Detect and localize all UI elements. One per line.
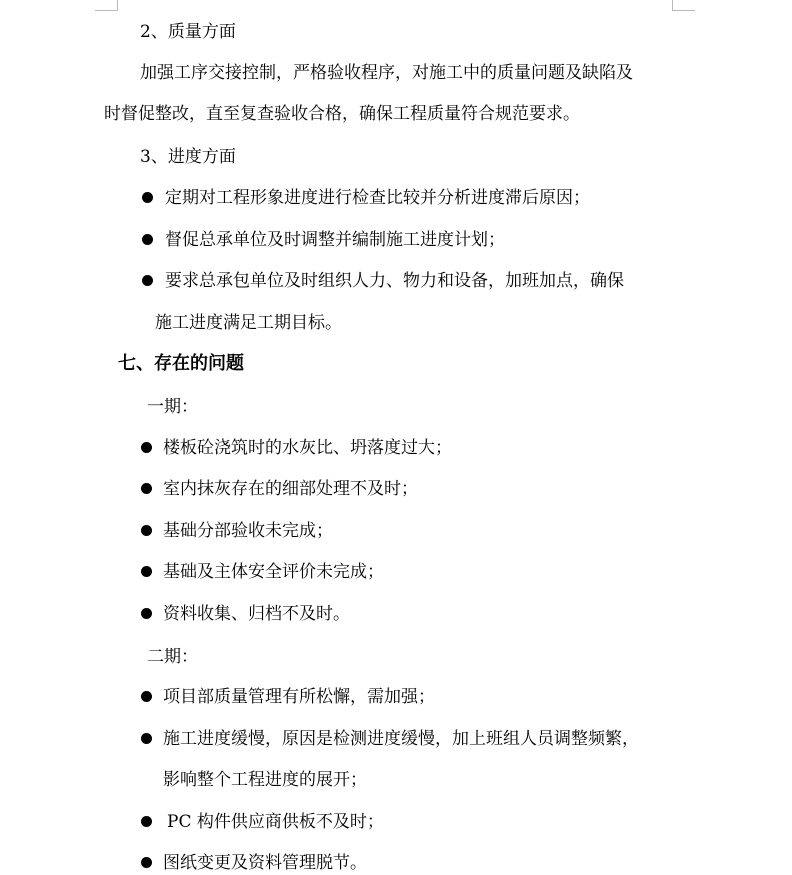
- bullet-icon: [141, 566, 152, 577]
- list-item: 施工进度缓慢，原因是检测进度缓慢，加上班组人员调整频繁，: [163, 729, 639, 749]
- section-quality-heading: 2、质量方面: [140, 22, 236, 42]
- bullet-icon: [141, 816, 152, 827]
- list-item: 图纸变更及资料管理脱节。: [163, 853, 367, 873]
- list-item: 项目部质量管理有所松懈，需加强；: [163, 687, 435, 707]
- bullet-icon: [141, 608, 152, 619]
- bullet-icon: [142, 234, 153, 245]
- list-item: PC 构件供应商供板不及时；: [167, 812, 384, 832]
- section-quality-paragraph-line2: 时督促整改，直至复查验收合格，确保工程质量符合规范要求。: [104, 104, 580, 124]
- list-item: 室内抹灰存在的细部处理不及时；: [163, 479, 418, 499]
- section-progress-heading: 3、进度方面: [140, 147, 236, 167]
- list-item: 楼板砼浇筑时的水灰比、坍落度过大；: [163, 438, 452, 458]
- bullet-icon: [141, 442, 152, 453]
- bullet-icon: [141, 525, 152, 536]
- page-corner-mark-right: [672, 0, 695, 11]
- phase1-label: 一期：: [147, 397, 198, 417]
- bullet-icon: [141, 857, 152, 868]
- list-item: 基础及主体安全评价未完成；: [163, 562, 384, 582]
- bullet-icon: [142, 275, 153, 286]
- section-quality-paragraph-line1: 加强工序交接控制，严格验收程序，对施工中的质量问题及缺陷及: [140, 63, 633, 83]
- page-corner-mark-left: [95, 0, 118, 11]
- phase2-label: 二期：: [147, 647, 198, 667]
- bullet-icon: [141, 483, 152, 494]
- bullet-icon: [142, 192, 153, 203]
- list-item: 定期对工程形象进度进行检查比较并分析进度滞后原因；: [165, 188, 590, 208]
- list-item: 督促总承单位及时调整并编制施工进度计划；: [165, 230, 505, 250]
- list-item-continuation: 施工进度满足工期目标。: [155, 313, 342, 333]
- list-item: 基础分部验收未完成；: [163, 521, 333, 541]
- chapter-heading: 七、存在的问题: [118, 353, 244, 374]
- list-item-continuation: 影响整个工程进度的展开；: [163, 770, 367, 790]
- bullet-icon: [141, 691, 152, 702]
- bullet-icon: [141, 733, 152, 744]
- list-item: 资料收集、归档不及时。: [163, 604, 350, 624]
- list-item: 要求总承包单位及时组织人力、物力和设备，加班加点，确保: [165, 271, 624, 291]
